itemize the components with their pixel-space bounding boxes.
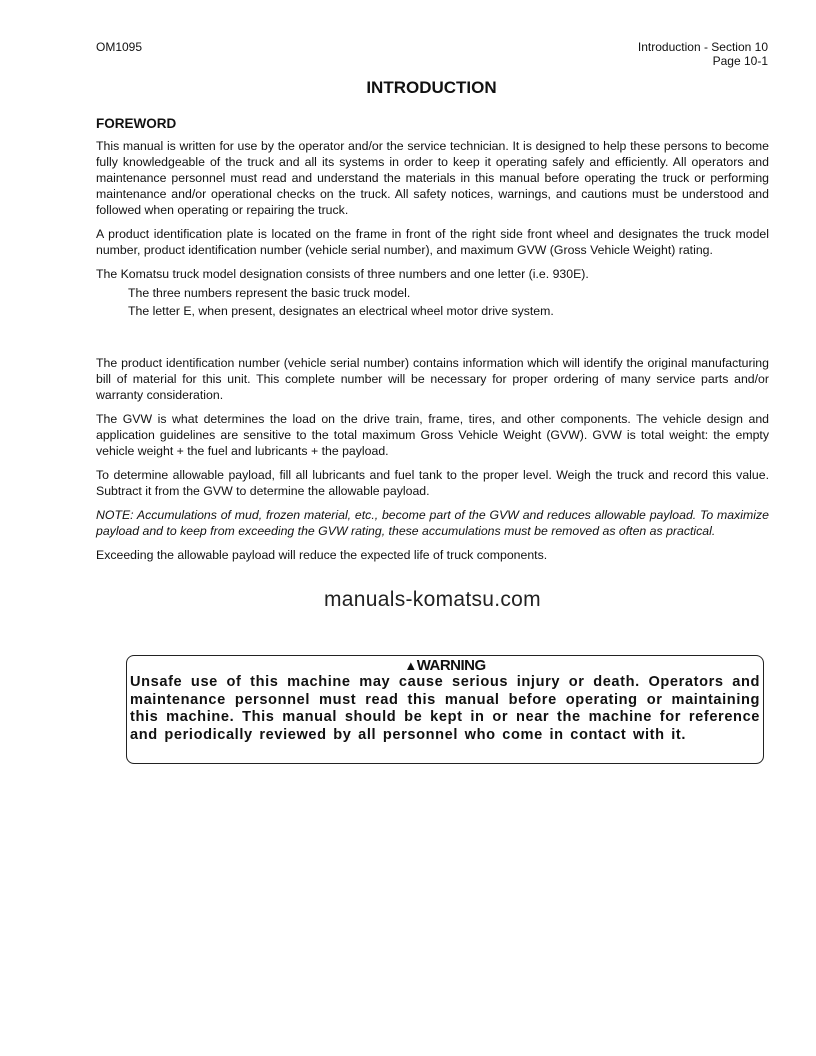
note-paragraph: NOTE: Accumulations of mud, frozen material, etc., become part of the GVW and reduces allowable payload. To maximize payload and to keep from exceeding the GVW rating, these accumulations must be removed as often as practical. [96,508,769,538]
paragraph-exceeding: Exceeding the allowable payload will reduce the expected life of truck components. [96,548,548,562]
warning-text: Unsafe use of this machine may cause serious injury or death. Operators and maintenance personnel must read this manual before operating or maintaining this machine. This manual should be kept in or near the machine for reference and periodically reviewed by all personnel who come in contact with it. [130,674,760,743]
section-heading: FOREWORD [96,116,177,131]
paragraph-id-plate: A product identification plate is located on the frame in front of the right side front wheel and designates the truck model number, product identification number (vehicle serial number), and maximum GVW (Gross Vehicle Weight) rating. [96,227,769,257]
body-content [96,138,769,764]
page-number: Page 10-1 [712,54,768,68]
paragraph-model-designation: The Komatsu truck model designation consists of three numbers and one letter (i.e. 930E). [96,267,589,281]
warning-title-text: WARNING [416,657,486,674]
warning-box [126,655,764,764]
section-label: Introduction - Section 10 [637,40,768,54]
warning-triangle-icon: ▲ [404,658,417,673]
document-id: OM1095 [96,40,143,54]
paragraph-serial-number: The product identification number (vehicle serial number) contains information which will identify the original manufacturing bill of material for this unit. This complete number will be necessary for proper ordering of many service parts and/or warranty consideration. [96,356,769,402]
list-item-letter: The letter E, when present, designates an electrical wheel motor drive system. [128,304,554,318]
warning-title [127,657,763,674]
page-title: INTRODUCTION [366,78,497,97]
list-item-numbers: The three numbers represent the basic truck model. [128,286,411,300]
paragraph-gvw: The GVW is what determines the load on the drive train, frame, tires, and other components. The vehicle design and application guidelines are sensitive to the total maximum Gross Vehicle Weight (GVW). GVW is total weight: the empty vehicle weight + the fuel and lubricants + the payload. [96,412,769,458]
paragraph-intro: This manual is written for use by the operator and/or the service technician. It is designed to help these persons to become fully knowledgeable of the truck and all its systems in order to keep it operating safely and efficiently. All operators and maintenance personnel must read and understand the materials in this manual before operating the truck or performing maintenance and/or operational checks on the truck. All safety notices, warnings, and cautions must be understood and followed when operating or repairing the truck. [96,139,769,217]
watermark: manuals-komatsu.com [324,588,541,611]
paragraph-payload: To determine allowable payload, fill all lubricants and fuel tank to the proper level. Weigh the truck and record this value. Subtract it from the GVW to determine the allowable payload. [96,468,769,498]
